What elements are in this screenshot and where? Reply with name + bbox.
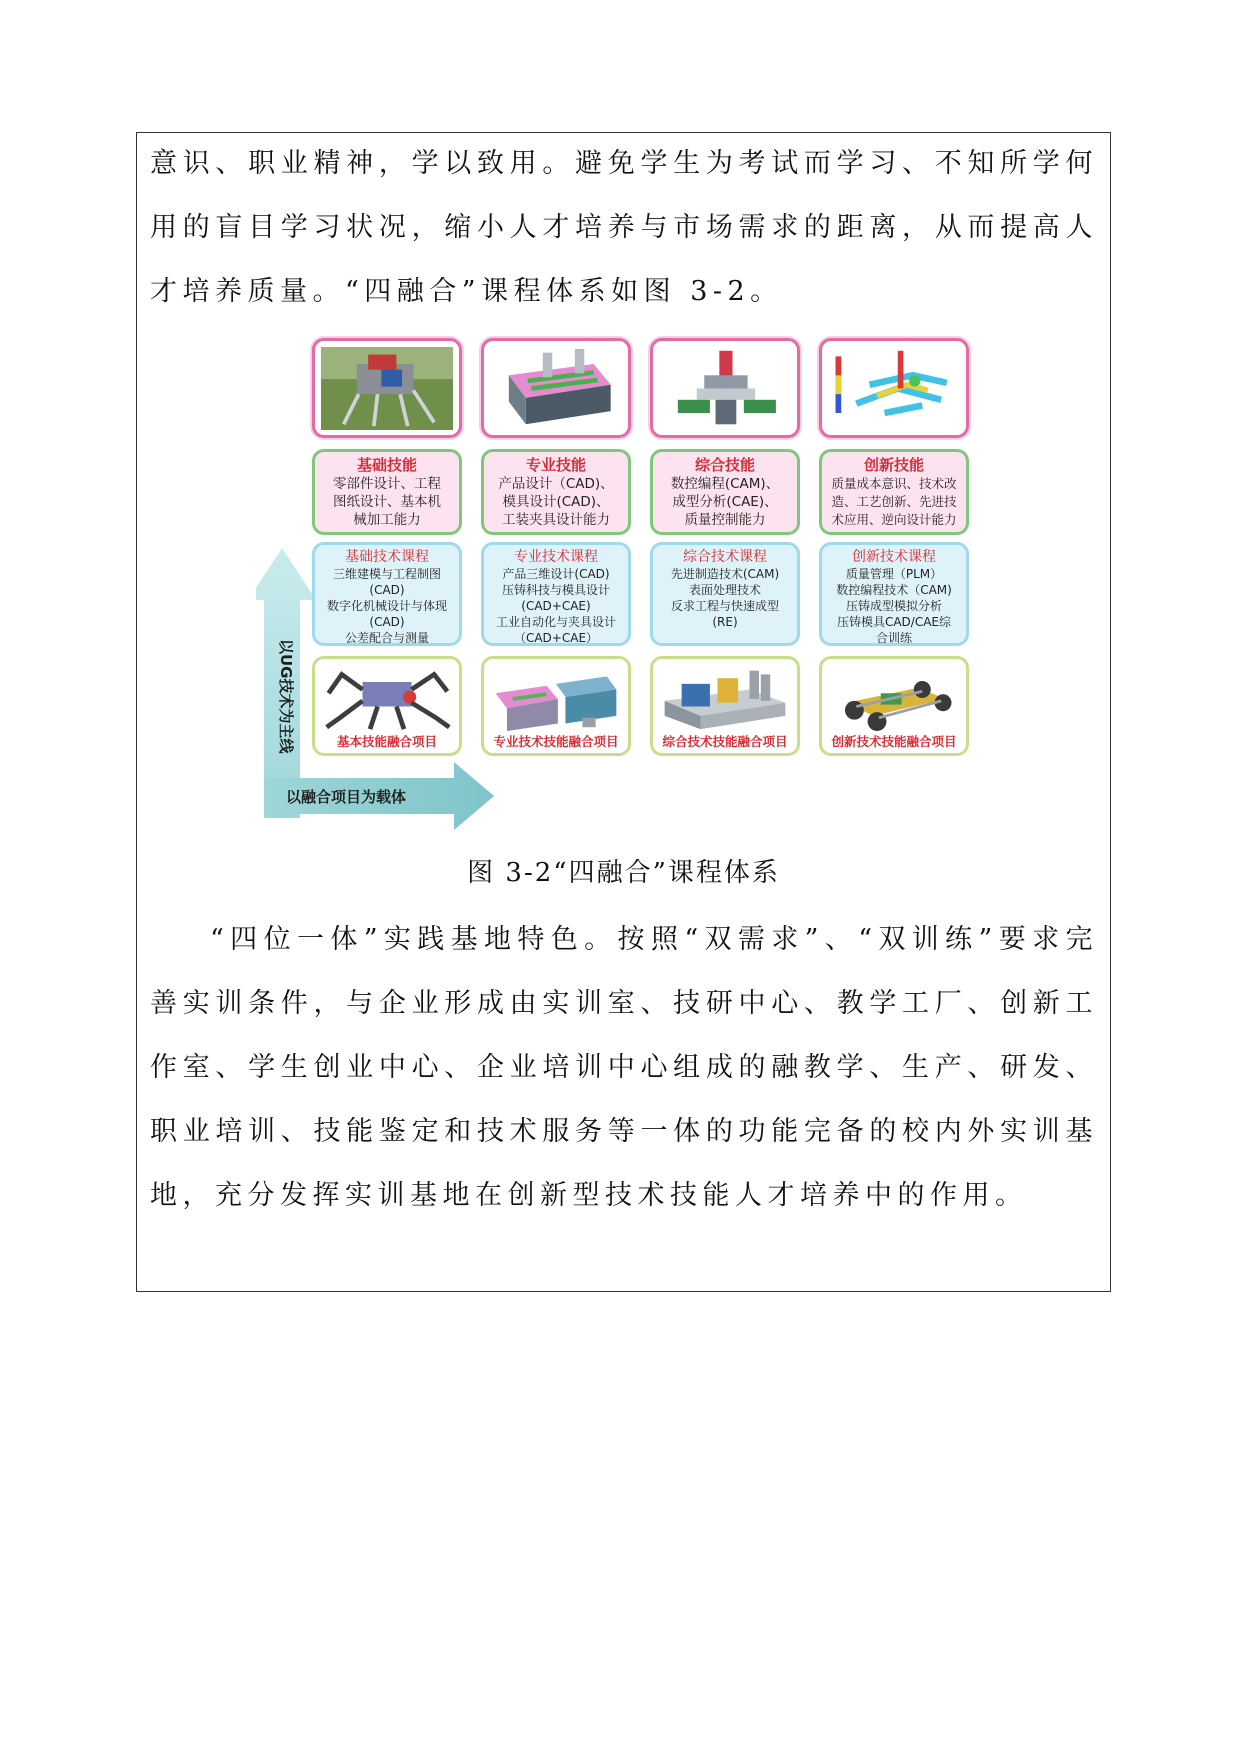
project-card-1 xyxy=(312,656,462,756)
project-card-4 xyxy=(819,656,969,756)
skill-line: 模具设计(CAD)、 xyxy=(502,494,610,510)
skill-line: 质量控制能力 xyxy=(684,512,766,528)
course-line: 压铸成型模拟分析 xyxy=(845,599,942,613)
skill-title-1: 基础技能 xyxy=(356,456,417,474)
figure-caption: 图 3-2“四融合”课程体系 xyxy=(467,858,780,888)
skill-line: 成型分析(CAE)、 xyxy=(672,494,778,510)
image-card-4 xyxy=(819,338,969,438)
skill-line: 产品设计（CAD)、 xyxy=(498,476,614,492)
course-line: 反求工程与快速成型 xyxy=(670,599,779,613)
horizontal-axis-label: 以融合项目为载体 xyxy=(286,788,407,806)
skill-title-2: 专业技能 xyxy=(525,456,586,474)
skill-card-4 xyxy=(819,449,969,535)
project-label-1: 基本技能融合项目 xyxy=(336,734,437,749)
course-line: 公差配合与测量 xyxy=(344,631,429,645)
race-car-chassis-icon xyxy=(828,665,960,731)
course-line: 数字化机械设计与体现 xyxy=(326,599,447,613)
project-label-3: 综合技术技能融合项目 xyxy=(662,734,788,749)
skill-card-3 xyxy=(650,449,800,535)
course-line: 质量管理（PLM） xyxy=(845,567,943,581)
image-card-3 xyxy=(650,338,800,438)
course-line: 三维建模与工程制图 xyxy=(332,567,441,581)
course-line: 合训练 xyxy=(875,631,912,645)
course-title-1: 基础技术课程 xyxy=(345,549,429,565)
course-card-3 xyxy=(650,542,800,646)
course-line: 数控编程技术（CAM) xyxy=(836,583,952,597)
course-title-2: 专业技术课程 xyxy=(514,549,598,565)
skill-line: 零部件设计、工程 xyxy=(333,476,441,492)
skill-line: 图纸设计、基本机 xyxy=(333,494,441,510)
course-line: 产品三维设计(CAD) xyxy=(502,567,610,581)
skill-card-2 xyxy=(481,449,631,535)
course-line: 压铸模具CAD/CAE综 xyxy=(836,615,952,629)
skill-line: 械加工能力 xyxy=(353,512,421,528)
course-card-1 xyxy=(312,542,462,646)
skill-line: 质量成本意识、技术改 xyxy=(831,476,957,491)
course-title-4: 创新技术课程 xyxy=(852,549,936,565)
course-card-2 xyxy=(481,542,631,646)
mold-model-icon xyxy=(490,347,622,430)
machine-assembly-icon xyxy=(659,665,791,731)
image-card-2 xyxy=(481,338,631,438)
project-label-4: 创新技术技能融合项目 xyxy=(831,734,957,749)
course-line: （CAD+CAE） xyxy=(513,631,599,645)
skill-card-1 xyxy=(312,449,462,535)
project-label-2: 专业技术技能融合项目 xyxy=(493,734,619,749)
cnc-fixture-icon xyxy=(659,347,791,430)
skill-line: 术应用、逆向设计能力 xyxy=(831,512,957,527)
course-line: (RE) xyxy=(712,615,738,629)
course-line: 压铸科技与模具设计 xyxy=(501,583,610,597)
image-card-1 xyxy=(312,338,462,438)
project-card-2 xyxy=(481,656,631,756)
skill-line: 数控编程(CAM)、 xyxy=(670,476,780,492)
project-card-3 xyxy=(650,656,800,756)
course-line: (CAD) xyxy=(369,615,405,629)
course-line: 表面处理技术 xyxy=(688,583,761,597)
course-line: 先进制造技术(CAM) xyxy=(670,567,780,581)
flow-simulation-icon xyxy=(828,347,960,430)
skill-line: 造、工艺创新、先进技 xyxy=(831,494,957,509)
skill-title-4: 创新技能 xyxy=(863,456,924,474)
skill-title-3: 综合技能 xyxy=(694,456,755,474)
course-line: (CAD+CAE) xyxy=(521,599,591,613)
four-fusion-figure xyxy=(256,338,976,836)
course-title-3: 综合技术课程 xyxy=(683,549,767,565)
paragraph-2: “四位一体”实践基地特色。按照“双需求”、“双训练”要求完善实训条件，与企业形成由实训室、技研中心、教学工厂、创新工作室、学生创业中心、企业培训中心组成的融教学、生产、研发、职业培训、技能鉴定和技术服务等一体的功能完备的校内外实训基地，充分发挥实训基地在创新型技术技能人才培养中的作用。 xyxy=(150,924,1098,1211)
hexapod-robot-icon xyxy=(321,665,453,731)
robot-photo-icon xyxy=(321,347,453,430)
course-line: (CAD) xyxy=(369,583,405,597)
skill-line: 工装夹具设计能力 xyxy=(502,512,610,528)
course-line: 工业自动化与夹具设计 xyxy=(495,615,616,629)
course-card-4 xyxy=(819,542,969,646)
mold-assembly-icon xyxy=(490,665,622,731)
vertical-axis-label: 以UG技术为主线 xyxy=(277,639,295,754)
paragraph-1: 意识、职业精神，学以致用。避免学生为考试而学习、不知所学何用的盲目学习状况，缩小人才培养与市场需求的距离，从而提高人才培养质量。“四融合”课程体系如图 3-2。 xyxy=(150,148,1098,307)
